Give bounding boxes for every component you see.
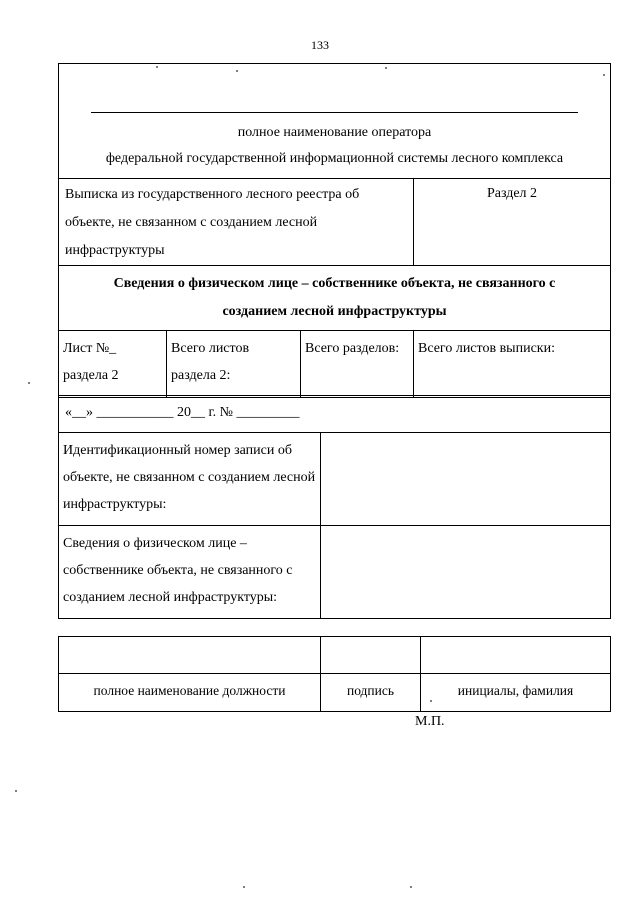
record-table: [58, 395, 611, 619]
info-heading: Сведения о физическом лице – собственнике объекта, не связанного с созданием лесной инфраструктуры: [59, 266, 611, 331]
name-blank: [421, 637, 611, 674]
scan-speck: [28, 382, 30, 384]
page-number: 133: [311, 38, 329, 52]
signature-label: подпись: [321, 674, 421, 712]
position-blank: [59, 637, 321, 674]
date-number-line: «__» ___________ 20__ г. № _________: [59, 396, 611, 433]
scan-speck: [236, 70, 238, 72]
total-sheets-section-cell: Всего листов раздела 2:: [167, 331, 301, 398]
signature-blank: [321, 637, 421, 674]
scan-speck: [15, 790, 17, 792]
total-sheets-extract-cell: Всего листов выписки:: [414, 331, 611, 398]
scan-speck: [385, 67, 387, 69]
scan-speck: [156, 66, 158, 68]
sheet-number-cell: Лист №_ раздела 2: [59, 331, 167, 398]
scan-speck: [430, 700, 432, 702]
position-label: полное наименование должности: [59, 674, 321, 712]
system-label: федеральной государственной информационной системы лесного комплекса: [105, 151, 564, 166]
scan-speck: [410, 886, 412, 888]
operator-label-block: [59, 120, 610, 172]
operator-label: полное наименование оператора: [237, 125, 432, 140]
operator-header-cell: [59, 64, 611, 179]
scan-speck: [603, 74, 605, 76]
owner-info-label: Сведения о физическом лице – собственнике объекта, не связанного с созданием лесной инфраструктуры:: [59, 526, 321, 619]
name-label: инициалы, фамилия: [421, 674, 611, 712]
extract-title: Выписка из государственного лесного реестра об объекте, не связанном с созданием лесной инфраструктуры: [59, 179, 414, 266]
owner-info-value: [321, 526, 611, 619]
signature-table: [58, 636, 611, 712]
total-sections-cell: Всего разделов:: [301, 331, 414, 398]
stamp-label: М.П.: [415, 714, 445, 729]
record-id-label: Идентификационный номер записи об объекте, не связанном с созданием лесной инфраструктуры:: [59, 433, 321, 526]
extract-header-table: [58, 63, 611, 398]
scan-speck: [243, 886, 245, 888]
record-id-value: [321, 433, 611, 526]
operator-name-line: [91, 112, 578, 113]
section-label: Раздел 2: [414, 179, 611, 266]
